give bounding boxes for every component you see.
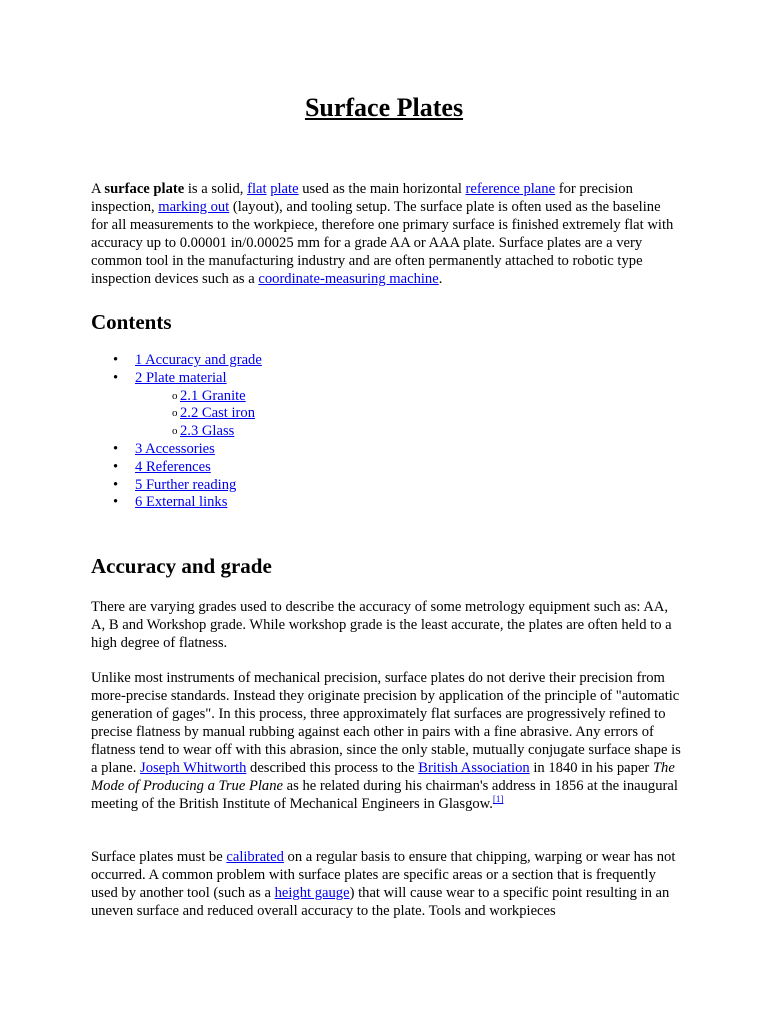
link-flat[interactable]: flat xyxy=(247,181,267,197)
link-plate[interactable]: plate xyxy=(270,181,299,197)
bold-term: surface plate xyxy=(104,181,185,197)
paper-title: The Mode of Producing a True Plane xyxy=(91,760,675,794)
accuracy-paragraph-3: Surface plates must be calibrated on a regular basis to ensure that chipping, warping or wear has not occurred. A common problem with surface plates are specific areas or a section that is frequently used by another tool (such as a height gauge) that will cause wear to a specific point resulting in an uneven surface and reduced overall accuracy to the plate. Tools and workpieces xyxy=(91,849,676,919)
page-title: Surface Plates xyxy=(304,93,464,122)
section-heading-accuracy: Accuracy and grade xyxy=(91,554,272,578)
toc-item xyxy=(91,370,262,441)
accuracy-paragraph-2: Unlike most instruments of mechanical precision, surface plates do not derive their precision from more-precise standards. Instead they originate precision by application of the principle of "automatic generation of gages". In this process, three approximately flat surfaces are progressively refined to precise flatness by manual rubbing against each other in pairs with a fine abrasive. Any errors of flatness tend to wear off with this abrasion, since the only stable, mutually conjugate surface shape is a plane. Joseph Whitworth described this process to the British Association in 1840 in his paper The Mode of Producing a True Plane as he related during his chairman's address in 1856 at the inaugural meeting of the British Institute of Mechanical Engineers in Glasgow.[1] xyxy=(91,670,681,812)
toc-link-external-links[interactable]: 6 External links xyxy=(135,494,228,511)
link-reference-plane[interactable]: reference plane xyxy=(465,181,556,197)
link-joseph-whitworth[interactable]: Joseph Whitworth xyxy=(140,760,247,776)
link-height-gauge[interactable]: height gauge xyxy=(274,885,350,901)
toc-subitem xyxy=(135,388,262,406)
accuracy-paragraph-1: There are varying grades used to describe the accuracy of some metrology equipment such as: AA, A, B and Workshop grade. While workshop grade is the least accurate, the plates are often held to a high degree of flatness. xyxy=(91,599,672,651)
toc-item xyxy=(91,459,262,477)
toc-sublist xyxy=(135,388,262,441)
toc-item xyxy=(91,441,262,459)
link-marking-out[interactable]: marking out xyxy=(158,199,230,215)
toc-link-accessories[interactable]: 3 Accessories xyxy=(135,440,215,457)
toc-item xyxy=(91,477,262,495)
reference-1-link[interactable]: [1] xyxy=(492,794,504,805)
toc-link-cast-iron[interactable]: 2.2 Cast iron xyxy=(180,405,255,422)
table-of-contents xyxy=(91,352,262,512)
link-calibrated[interactable]: calibrated xyxy=(226,849,284,865)
toc-link-further-reading[interactable]: 5 Further reading xyxy=(135,476,237,493)
toc-link-accuracy-and-grade[interactable]: 1 Accuracy and grade xyxy=(135,352,262,368)
toc-link-references[interactable]: 4 References xyxy=(135,458,211,475)
link-british-association[interactable]: British Association xyxy=(418,760,530,776)
toc-item xyxy=(91,352,262,370)
contents-heading: Contents xyxy=(91,310,172,334)
intro-paragraph: A surface plate is a solid, flat plate used as the main horizontal reference plane for precision inspection, marking out (layout), and tooling setup. The surface plate is often used as the baseline for all measurements to the workpiece, therefore one primary surface is finished extremely flat with accuracy up to 0.00001 in/0.00025 mm for a grade AA or AAA plate. Surface plates are a very common tool in the manufacturing industry and are often permanently attached to robotic type inspection devices such as a coordinate-measuring machine. xyxy=(91,181,674,287)
toc-link-glass[interactable]: 2.3 Glass xyxy=(180,423,235,440)
toc-item xyxy=(91,494,262,512)
toc-link-plate-material[interactable]: 2 Plate material xyxy=(135,369,227,386)
toc-subitem xyxy=(135,405,262,423)
toc-link-granite[interactable]: 2.1 Granite xyxy=(180,387,246,404)
link-coordinate-measuring-machine[interactable]: coordinate-measuring machine xyxy=(258,271,439,287)
toc-subitem xyxy=(135,423,262,441)
